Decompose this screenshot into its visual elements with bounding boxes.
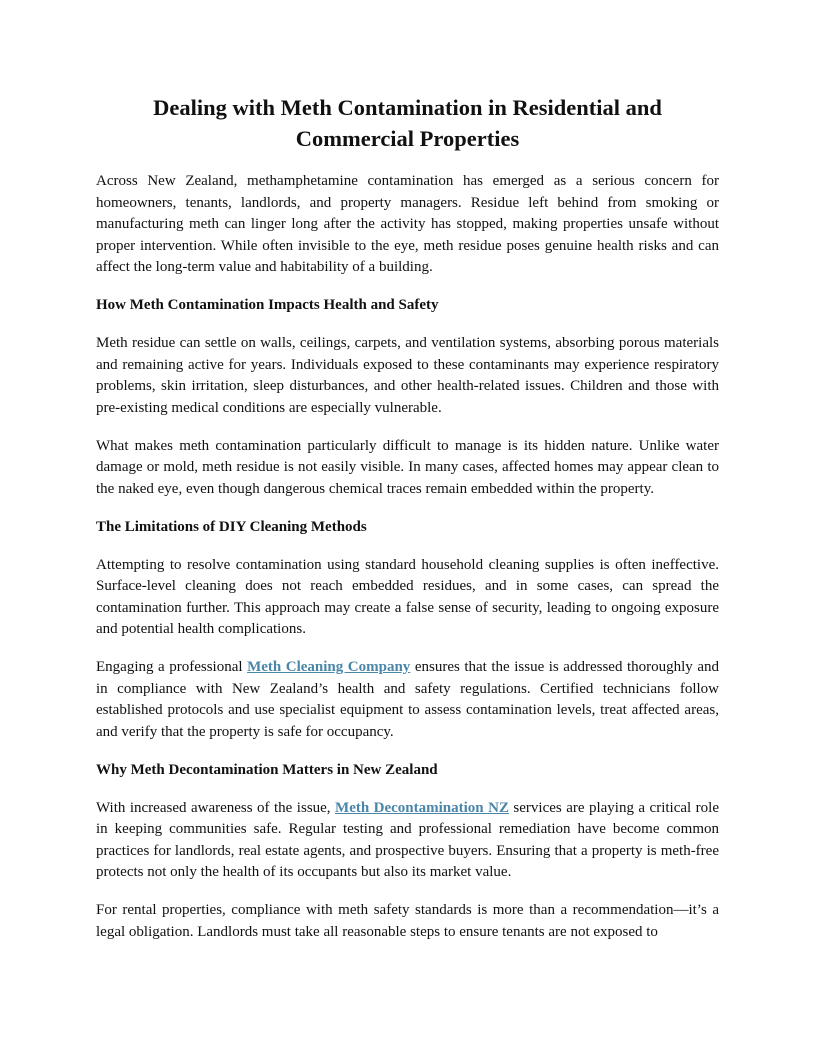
section-heading-diy-limitations: The Limitations of DIY Cleaning Methods (96, 518, 367, 535)
health-safety-paragraph-1: Meth residue can settle on walls, ceilings, carpets, and ventilation systems, absorbing porous materials and remaining active for years. Individuals exposed to these contaminants may experience respiratory problems, skin irritation, sleep disturbances, and other health-related issues. Children and those with pre-existing medical conditions are especially vulnerable. (96, 335, 719, 416)
text-segment: Engaging a professional (96, 659, 248, 675)
health-safety-paragraph-2: What makes meth contamination particularly difficult to manage is its hidden nature. Unlike water damage or mold, meth residue is not easily visible. In many cases, affected homes may appear clean to the naked eye, even though dangerous chemical traces remain embedded within the property. (96, 437, 719, 497)
meth-decontamination-nz-link[interactable]: Meth Decontamination NZ (335, 799, 509, 816)
diy-limitations-paragraph-2 (96, 657, 719, 743)
meth-cleaning-company-link[interactable]: Meth Cleaning Company (247, 659, 411, 675)
document-title: Dealing with Meth Contamination in Residential and Commercial Properties (153, 95, 662, 151)
text-segment: With increased awareness of the issue, (96, 799, 336, 816)
text-segment: ensures that the issue is addressed thoroughly and in compliance with New Zealand’s health and safety regulations. Certified technicians follow established protocols and use specialist equipment to assess contamination levels, treat affected areas, and verify that the property is safe for occupancy. (96, 659, 719, 740)
section-heading-health-safety: How Meth Contamination Impacts Health and Safety (96, 297, 439, 313)
text-segment: services are playing a critical role in keeping communities safe. Regular testing and professional remediation have become common practices for landlords, real estate agents, and prospective buyers. Ensuring that a property is meth-free protects not only the health of its occupants but also its market value. (96, 799, 719, 880)
diy-limitations-paragraph-1: Attempting to resolve contamination using standard household cleaning supplies is often ineffective. Surface-level cleaning does not reach embedded residues, and in some cases, can spread the contamination further. This approach may create a false sense of security, leading to ongoing exposure and potential health complications. (96, 556, 719, 637)
section-heading-decontamination-nz: Why Meth Decontamination Matters in New Zealand (96, 761, 438, 778)
document-page (96, 92, 719, 960)
decontamination-nz-paragraph-2: For rental properties, compliance with meth safety standards is more than a recommendation—it’s a legal obligation. Landlords must take all reasonable steps to ensure tenants are not exposed to (96, 902, 719, 940)
decontamination-nz-paragraph-1 (96, 798, 719, 884)
intro-paragraph: Across New Zealand, methamphetamine contamination has emerged as a serious concern for homeowners, tenants, landlords, and property managers. Residue left behind from smoking or manufacturing meth can linger long after the activity has stopped, making properties unsafe without proper intervention. While often invisible to the eye, meth residue poses genuine health risks and can affect the long-term value and habitability of a building. (96, 173, 719, 275)
